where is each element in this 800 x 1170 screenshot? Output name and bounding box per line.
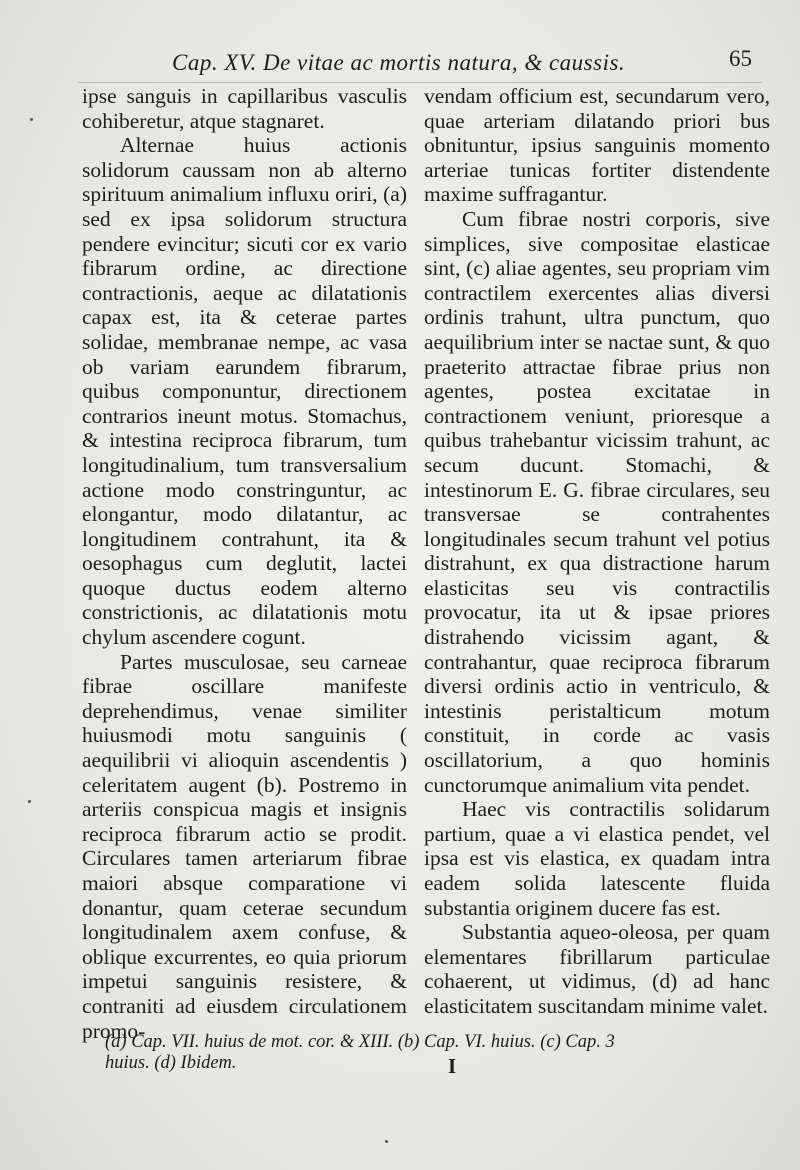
paragraph: Haec vis contractilis solidarum partium, quae a vi elastica pendet, vel ipsa est vis elastica, ex quadam intra eadem solida latescente fluida substantia originem ducere fas est.	[424, 797, 770, 920]
footnotes	[105, 1032, 775, 1074]
paragraph: Partes musculosae, seu carneae fibrae oscillare manifeste deprehendimus, venae similiter huiusmodi motu sanguinis ( aequilibrii vi alioquin ascendentis ) celeritatem augent (b). Postremo in arteriis conspicua magis et insignis reciproca fibrarum actio se prodit. Circulares tamen arteriarum fibrae maiori absque comparatione vi donantur, quam ceterae secundum longitudinalem axem confuse, & oblique excurrentes, eo quia priorum impetui sanguinis resistere, & contraniti ad eiusdem circulationem promo-	[82, 649, 407, 1043]
header-rule	[78, 82, 762, 83]
signature-mark: I	[448, 1054, 457, 1078]
paragraph: Cum fibrae nostri corporis, sive simplices, sive compositae elasticae sint, (c) aliae agentes, seu propriam vim contractilem exercentes alias diversi ordinis trahunt, ultra punctum, quo aequilibrium inter se nactae sunt, & quo praeterito attractae fibrae prius non agentes, postea excitatae in contractionem veniunt, prioresque a quibus trahebantur vicissim trahunt, ac secum ducunt. Stomachi, & intestinorum E. G. fibrae circulares, seu transversae se contrahentes longitudinales secum trahunt vel potius distrahunt, ex qua distractione harum elasticitas seu vis contractilis provocatur, ita ut & ipsae priores distrahendo vicissim agant, & contrahantur, quae reciproca fibrarum diversi ordinis actio in ventriculo, & intestinis peristalticum motum constituit, in corde ac vasis oscillatorium, a quo hominis cunctorumque animalium vita pendet.	[424, 206, 770, 797]
paragraph: vendam officium est, secundarum vero, quae arteriam dilatando priori bus obnituntur, ipsius sanguinis momento arteriae tunicas fortiter distendente maxime suffragantur.	[424, 84, 770, 207]
paper-speck	[385, 1140, 388, 1143]
footnote-line: huius. (d) Ibidem.	[105, 1053, 237, 1073]
paragraph: ipse sanguis in capillaribus vasculis cohiberetur, atque stagnaret.	[82, 84, 407, 133]
paper-speck	[30, 118, 33, 121]
page-number: 65	[729, 46, 752, 71]
paragraph: Alternae huius actionis solidorum caussam non ab alterno spirituum animalium influxu oriri, (a) sed ex ipsa solidorum structura pendere evincitur; sicuti cor ex vario fibrarum ordine, ac directione contractionis, aeque ac dilatationis capax est, ita & ceterae partes solidae, membranae nempe, ac vasa ob variam earundem fibrarum, quibus componuntur, directionem contrarios ineunt motus. Stomachus, & intestina reciproca fibrarum, tum longitudinalium, tum transversalium actione modo constringuntur, ac elongantur, modo dilatantur, ac longitudinem contrahunt, ita & oesophagus cum deglutit, lactei quoque ductus eodem alterno constrictionis, ac dilatationis motu chylum ascendere cogunt.	[82, 133, 407, 650]
footnote-line: (a) Cap. VII. huius de mot. cor. & XIII. (b) Cap. VI. huius. (c) Cap. 3	[105, 1032, 615, 1052]
running-head: Cap. XV. De vitae ac mortis natura, & caussis.	[172, 50, 626, 75]
left-column	[82, 84, 407, 1043]
right-column	[424, 84, 770, 1019]
paragraph: Substantia aqueo-oleosa, per quam elementares fibrillarum particulae cohaerent, ut vidimus, (d) ad hanc elasticitatem suscitandam minime valet.	[424, 920, 770, 1018]
page-header	[0, 42, 800, 82]
paper-speck	[28, 800, 31, 803]
